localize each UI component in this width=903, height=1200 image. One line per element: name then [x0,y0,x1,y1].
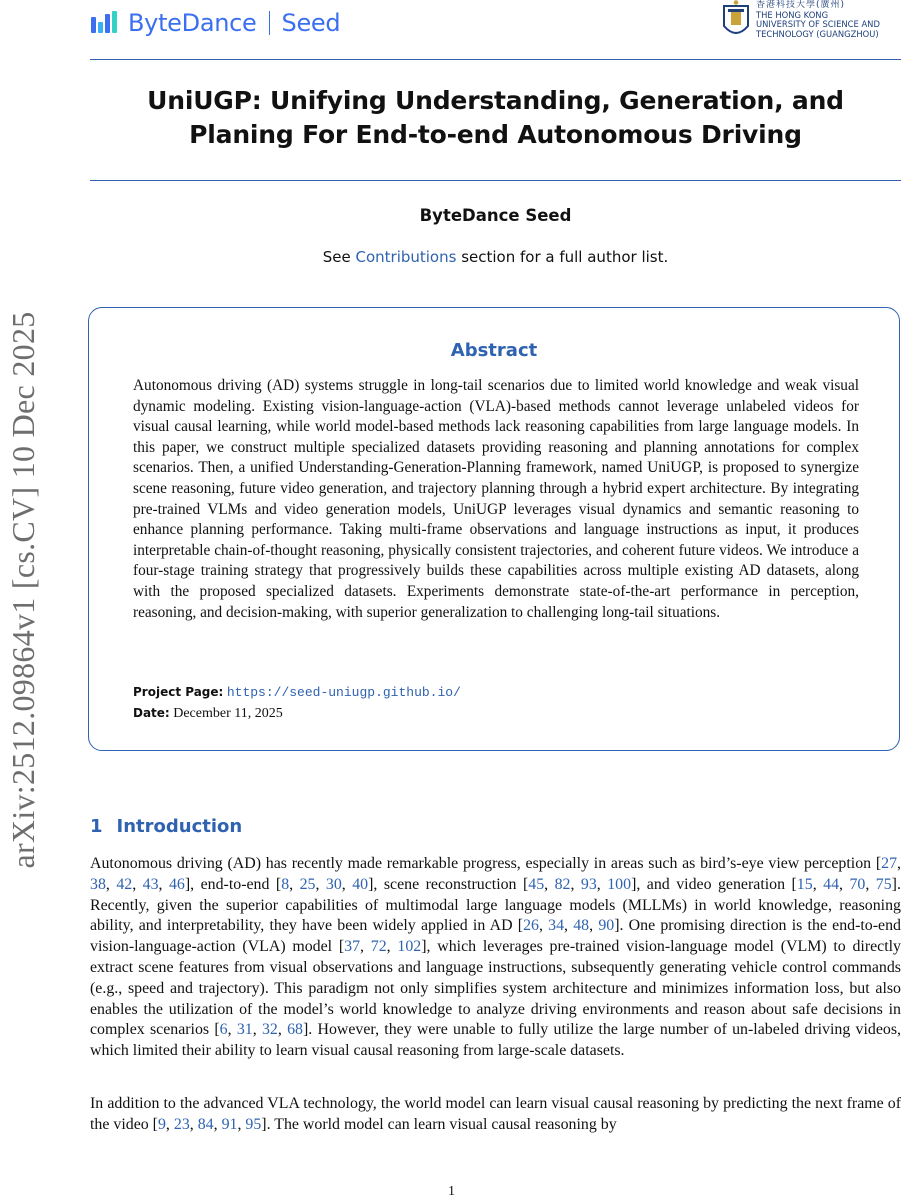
paragraph-text: , [189,1115,198,1133]
paper-title [90,84,901,152]
citation-link[interactable]: 91 [221,1115,238,1133]
intro-paragraph-1 [90,854,901,1062]
paragraph-text: , [105,875,117,893]
citation-link[interactable]: 102 [397,938,422,956]
paragraph-text: , [252,1021,262,1039]
paragraph-text: , [213,1115,222,1133]
title-rule [90,180,901,181]
paragraph-text: , [812,875,824,893]
logo-divider [269,11,270,35]
citation-link[interactable]: 82 [554,875,571,893]
citation-link[interactable]: 46 [168,875,185,893]
citation-link[interactable]: 75 [875,875,892,893]
paragraph-text: , [544,875,555,893]
hkust-name-line3: TECHNOLOGY (GUANGZHOU) [756,28,879,39]
paragraph-text: , [589,917,599,935]
paragraph-text: , [897,855,901,872]
paragraph-text: , [839,875,850,893]
arxiv-sidebar-stamp: arXiv:2512.09864v1 [cs.CV] 10 Dec 2025 [5,311,41,869]
paragraph-text: ], end-to-end [ [184,875,282,893]
contributions-note [90,248,901,266]
paragraph-text: ]. One promising direction is the end-to-end vision-language-action (VLA) model [ [90,917,901,956]
hkust-chinese-name: 香港科技大學(廣州) [756,0,846,10]
citation-link[interactable]: 32 [261,1021,278,1039]
abstract-meta [133,682,461,724]
citation-link[interactable]: 38 [90,875,106,893]
citation-link[interactable]: 45 [528,875,545,893]
citation-link[interactable]: 27 [881,855,898,872]
citation-link[interactable]: 30 [325,875,342,893]
paragraph-text: , [386,938,398,956]
paragraph-text: , [165,1115,174,1133]
date-value: December 11, 2025 [173,706,283,721]
citation-link[interactable]: 100 [607,875,632,893]
paragraph-text: , [596,875,608,893]
citation-link[interactable]: 40 [352,875,369,893]
paragraph-text: ], which leverages pre-trained vision-language model (VLM) to directly extract scene features from visual observations and language instructions, subsequently generating vehicle control commands (e.g., speed and trajectory). This paradigm not only simplifies system architecture and minimizes information loss, but also enables the utilization of the model’s world knowledge to analyze driving environments and reason about safe decisions in complex scenarios [ [90,938,902,1039]
section-title: Introduction [116,816,243,837]
citation-link[interactable]: 42 [116,875,133,893]
introduction-heading [90,816,242,837]
date-label: Date: [133,706,170,720]
abstract-heading: Abstract [450,340,538,361]
paragraph-text: , [158,875,169,893]
citation-link[interactable]: 23 [173,1115,190,1133]
title-line-2: Planing For End-to-end Autonomous Driving [189,120,802,149]
paragraph-text: , [538,917,549,935]
abstract-box [88,307,900,751]
contrib-pre: See [322,248,356,266]
paragraph-text: ]. However, they were unable to fully utilize the large number of un-labeled driving videos, which limited their ability to learn visual causal reasoning from large-scale datasets. [90,1021,902,1060]
author-line: ByteDance Seed [419,206,572,225]
contributions-link[interactable]: Contributions [355,248,457,266]
seed-wordmark: Seed [281,9,341,37]
citation-link[interactable]: 34 [548,917,565,935]
project-page-link[interactable]: https://seed-uniugp.github.io/ [226,685,461,700]
contrib-post: section for a full author list. [456,248,669,266]
citation-link[interactable]: 70 [849,875,866,893]
paragraph-text: ]. Recently, given the superior capabilities of multimodal large language models (MLLMs) in world knowledge, reasoning ability, and interpretability, they have been widely applied in AD [ [90,875,901,935]
paragraph-text: , [277,1021,288,1039]
hkust-crest-icon [722,0,750,40]
paragraph-text: , [341,875,353,893]
paragraph-text: , [132,875,143,893]
citation-link[interactable]: 37 [344,938,361,956]
hkust-name-line1: THE HONG KONG [756,9,829,20]
paragraph-text: , [865,875,876,893]
paragraph-text: ], scene reconstruction [ [368,875,529,893]
paragraph-text: ]. The world model can learn visual causal reasoning by [261,1115,617,1133]
header-rule [90,59,901,60]
paragraph-text: Autonomous driving (AD) has recently made remarkable progress, especially in areas such as bird’s-eye view perception [ [90,855,882,872]
bytedance-seed-logo [90,8,340,38]
citation-link[interactable]: 44 [823,875,840,893]
project-page-row [133,682,461,703]
paragraph-text: In addition to the advanced VLA technology, the world model can learn visual causal reasoning by predicting the next frame of the video [ [90,1095,901,1133]
paragraph-text: , [289,875,300,893]
project-page-label: Project Page: [133,685,224,699]
citation-link[interactable]: 48 [573,917,590,935]
date-row [133,703,461,724]
citation-link[interactable]: 15 [796,875,813,893]
citation-link[interactable]: 6 [219,1021,228,1039]
citation-link[interactable]: 25 [299,875,316,893]
citation-link[interactable]: 31 [236,1021,253,1039]
citation-link[interactable]: 95 [245,1115,262,1133]
bytedance-wordmark: ByteDance [128,9,257,37]
paragraph-text: , [227,1021,237,1039]
citation-link[interactable]: 43 [142,875,159,893]
paragraph-text: , [360,938,371,956]
paragraph-text: , [564,917,574,935]
paragraph-text: , [570,875,581,893]
citation-link[interactable]: 72 [370,938,387,956]
title-line-1: UniUGP: Unifying Understanding, Generation, and [147,86,844,115]
citation-link[interactable]: 93 [580,875,597,893]
citation-link[interactable]: 8 [281,875,290,893]
paragraph-text: , [237,1115,246,1133]
section-number: 1 [90,816,103,837]
paragraph-text: , [315,875,326,893]
citation-link[interactable]: 68 [287,1021,303,1039]
citation-link[interactable]: 26 [523,917,539,935]
intro-paragraph-2 [90,1094,901,1136]
hkust-gz-logo [722,0,897,42]
hkust-name-line2: UNIVERSITY OF SCIENCE AND [756,19,880,29]
paragraph-text: ], and video generation [ [631,875,797,893]
citation-link[interactable]: 9 [157,1115,166,1133]
abstract-text: Autonomous driving (AD) systems struggle in long-tail scenarios due to limited world knowledge and weak visual dynamic modeling. Existing vision-language-action (VLA)-based methods cannot leverage unlabeled videos for visual causal learning, while world model-based methods lack reasoning capabilities from large language models. In this paper, we construct multiple specialized datasets providing reasoning and planning annotations for complex scenarios. Then, a unified Understanding-Generation-Planning framework, named UniUGP, is proposed to synergize scene reasoning, future video generation, and trajectory planning through a hybrid expert architecture. By integrating pre-trained VLMs and video generation models, UniUGP leverages visual dynamics and semantic reasoning to enhance planning performance. Taking multi-frame observations and language instructions as input, it produces interpretable chain-of-thought reasoning, physically consistent trajectories, and coherent future videos. We introduce a four-stage training strategy that progressively builds these capabilities across multiple existing AD datasets, along with the proposed specialized datasets. Experiments demonstrate state-of-the-art performance in perception, reasoning, and decision-making, with superior generalization to challenging long-tail situations. [133,377,859,621]
citation-link[interactable]: 90 [598,917,615,935]
citation-link[interactable]: 84 [197,1115,214,1133]
page-number: 1 [448,1184,455,1199]
bytedance-icon [90,11,120,35]
